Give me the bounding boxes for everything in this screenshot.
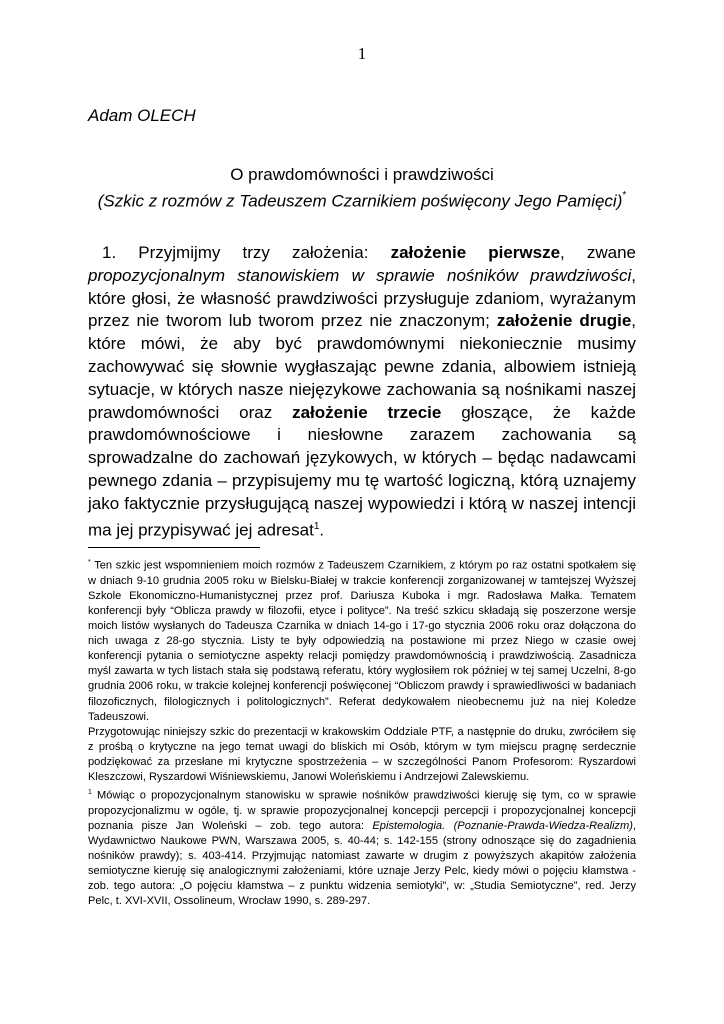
footnote-star-text-1: Ten szkic jest wspomnieniem moich rozmów z Tadeuszem Czarnikiem, z którym po raz ostatni spotkałem się w dniach 9-10 grudnia 2005 roku w Bielsku-Białej w trakcie konferencji zorganizowanej w tamtejszej Wyższej Szkole Ekonomiczno-Humanistycznej przez prof. Dariusza Kuboka i mgr. Radosława Małka. Tematem konferencji były “Oblicza prawdy w filozofii, etyce i polityce”. Na treść szkicu składają się poszerzone wersje moich listów wysłanych do Tadeusza Czarnika w dniach 14-go i 17-go stycznia 2006 roku oraz dołączona do nich uwaga z 28-go stycznia. Listy te były odpowiedzią na postawione mi przez Niego w czasie owej konferencji pytania o semiotyczne aspekty relacji pomiędzy prawdomównością i prawdziwością. Zasadnicza myśl zawarta w tych listach stała się podstawą referatu, który wygłosiłem rok później w tej samej Uczelni, 8-go grudnia 2006 roku, w trakcie kolejnej konferencji poświęconej “Obliczom prawdy i sprawiedliwości w badaniach filozoficznych, filologicznych i politologicznych”. Referat dedykowałem nieobecnemu już na niej Koledze Tadeuszowi. — [88, 559, 636, 723]
subtitle-text: (Szkic z rozmów z Tadeuszem Czarnikiem poświęcony Jego Pamięci) — [97, 191, 623, 211]
title-block — [88, 163, 636, 213]
footnote-1 — [88, 785, 636, 909]
italic-term-propositional: propozycjonalnym stanowiskiem w sprawie nośników prawdziwości — [88, 265, 632, 285]
footnote-1-text-a: Mówiąc o propozycjonalnym stanowisku w sprawie nośników prawdziwości kieruję się tym, co w sprawie propozycjonalizmu w ogóle, tj. w sprawie propozycjonalnej koncepcji percepcji i propozycjonalnej koncepcji poznania pisze Jan Woleński – zob. tego autora: — [88, 789, 636, 832]
paragraph-1-text-1: 1. Przyjmijmy trzy założenia: — [102, 243, 391, 262]
bold-assumption-third: założenie trzecie — [292, 402, 442, 422]
paragraph-1-text-5: głoszące, że każde prawdomównościowe i niesłowne zarazem zachowania są sprowadzalne do zachowań językowych, w których – będąc nadawcami pewnego zdania – przypisujemy mu tę wartość logiczną, którą uznajemy jako faktycznie przysługującą naszej wypowiedzi i którą w naszej intencji ma jej przypisywać jej adresat — [88, 402, 636, 540]
paragraph-1-text-4: , które mówi, że aby być prawdomównymi niekoniecznie musimy zachowywać się słownie wygłaszając pewne zdania, albowiem istnieją sytuacje, w których nasze niejęzykowe zachowania są nośnikami naszej prawdomówności oraz — [88, 311, 637, 422]
footnote-1-mark: 1 — [88, 789, 92, 797]
footnote-separator — [88, 547, 260, 548]
footnote-star-p2: Przygotowując niniejszy szkic do prezentacji w krakowskim Oddziale PTF, a następnie do druku, zwróciłem się z prośbą o krytyczne na jego temat uwagi do bliskich mi Osób, którym w tym miejscu pragnę serdecznie podziękować za przesłane mi krytyczne spostrzeżenia – w szczególności Panom Profesorom: Ryszardowi Kleszczowi, Ryszardowi Wiśniewskiemu, Janowi Woleńskiemu i Andrzejowi Zalewskiemu. — [88, 725, 636, 783]
article-subtitle — [88, 186, 636, 213]
author-name: Adam OLECH — [88, 106, 196, 125]
bold-assumption-second: założenie drugie — [496, 311, 632, 331]
footnote-star-p1 — [88, 555, 636, 725]
paragraph-1-text-3: , które głosi, że własność prawdziwości przysługuje zdaniom, wyrażanym przez nie tworom lub tworom przez nie znaczonym; — [88, 265, 636, 331]
footnote-ref-1[interactable]: 1 — [313, 520, 320, 532]
footnote-1-text-b: , Wydawnictwo Naukowe PWN, Warszawa 2005, s. 40-44; s. 142-155 (strony odnoszące się do zagadnienia nośników prawdy); s. 403-414. Przyjmując natomiast zawarte w drugim z powyższych akapitów założenia semiotyczne kieruję się analogicznymi założeniami, które uznaje Jerzy Pelc, kiedy mówi o pojęciu kłamstwa - zob. tego autora: „O pojęciu kłamstwa – z punktu widzenia semiotyki”, w: „Studia Semiotyczne”, red. Jerzy Pelc, t. XVI-XVII, Ossolineum, Wrocław 1990, s. 289-297. — [88, 819, 637, 908]
article-title: O prawdomówności i prawdziwości — [230, 165, 494, 184]
subtitle-footnote-mark[interactable]: * — [622, 190, 627, 201]
bold-assumption-first: założenie pierwsze — [390, 243, 561, 262]
paragraph-1-text-6: . — [319, 520, 325, 540]
page-number: 1 — [357, 44, 367, 63]
paragraph-1 — [88, 242, 636, 542]
footnote-star-mark: * — [88, 559, 91, 566]
footnotes — [88, 555, 636, 910]
paragraph-1-text-2: , zwane — [560, 243, 636, 262]
footnote-1-book-title: Epistemologia. (Poznanie-Prawda-Wiedza-Realizm) — [372, 819, 633, 832]
